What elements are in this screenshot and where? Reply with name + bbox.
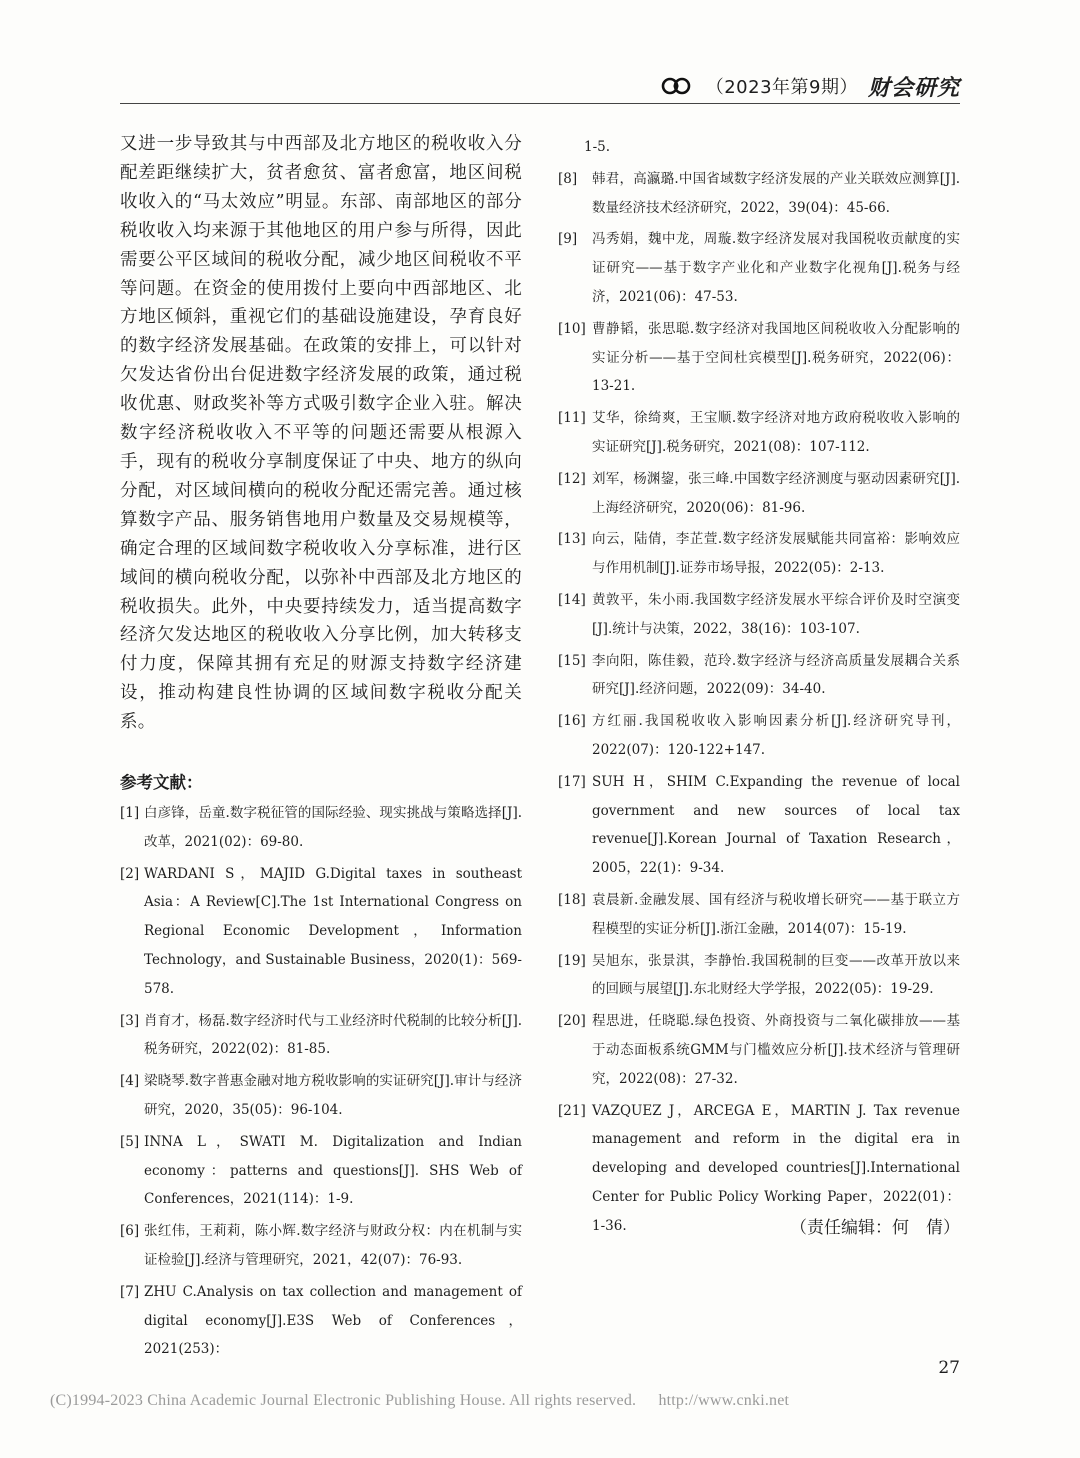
reference-number: [6] (120, 1223, 140, 1240)
reference-number: [12] (558, 470, 586, 487)
responsible-editor: （责任编辑：何 倩） (790, 1218, 960, 1238)
reference-text: 袁晨新.金融发展、国有经济与税收增长研究——基于联立方程模型的实证分析[J].浙江金融，2014(07)：15-19. (592, 891, 960, 937)
reference-item (120, 1128, 522, 1214)
reference-text: 白彦锋，岳童.数字税征管的国际经验、现实挑战与策略选择[J].改革，2021(02)：69-80. (144, 805, 522, 850)
footer-url: http://www.cnki.net (658, 1392, 790, 1409)
reference-text: 李向阳，陈佳毅，范玲.数字经济与经济高质量发展耦合关系研究[J].经济问题，2022(09)：34-40. (592, 652, 960, 698)
reference-number: [13] (558, 531, 586, 548)
copyright-footer (50, 1392, 789, 1410)
copyright-text: (C)1994-2023 China Academic Journal Electronic Publishing House. All rights reserved. (50, 1392, 637, 1409)
reference-item (558, 947, 960, 1005)
reference-text: 程思进，任晓聪.绿色投资、外商投资与二氧化碳排放——基于动态面板系统GMM与门槛效应分析[J].技术经济与管理研究，2022(08)：27-32. (592, 1013, 960, 1087)
reference-item (558, 647, 960, 705)
reference-continuation: 1-5. (584, 139, 611, 155)
reference-number: [11] (558, 410, 586, 427)
reference-number: [5] (120, 1133, 140, 1150)
reference-item (558, 768, 960, 883)
reference-text: ZHU C.Analysis on tax collection and management of digital economy[J].E3S Web of Conferences，2021(253)： (144, 1283, 522, 1358)
reference-text: 吴旭东，张景淇，李静怡.我国税制的巨变——改革开放以来的回顾与展望[J].东北财经大学学报，2022(05)：19-29. (592, 952, 960, 998)
reference-number: [21] (558, 1102, 586, 1119)
reference-item (120, 1067, 522, 1125)
page-number: 27 (938, 1358, 960, 1378)
reference-number: [10] (558, 320, 586, 337)
journal-logo-icon (660, 77, 696, 95)
reference-number: [1] (120, 805, 140, 822)
reference-item (120, 799, 522, 857)
reference-number: [20] (558, 1013, 586, 1030)
reference-item (120, 1217, 522, 1275)
reference-number: [18] (558, 891, 586, 908)
reference-text: 刘军，杨渊鋆，张三峰.中国数字经济测度与驱动因素研究[J].上海经济研究，2020(06)：81-96. (592, 470, 960, 516)
reference-item (558, 165, 960, 223)
reference-item (558, 586, 960, 644)
reference-text: 黄敦平，朱小雨.我国数字经济发展水平综合评价及时空演变[J].统计与决策，2022，38(16)：103-107. (592, 591, 960, 637)
reference-text: 艾华，徐绮爽，王宝顺.数字经济对地方政府税收收入影响的实证研究[J].税务研究，2021(08)：107-112. (592, 410, 960, 455)
reference-text: 曹静韬，张思聪.数字经济对我国地区间税收收入分配影响的实证分析——基于空间杜宾模型[J].税务研究，2022(06)：13-21. (592, 320, 960, 395)
reference-item (120, 1007, 522, 1065)
references-heading: 参考文献： (120, 773, 203, 793)
right-column (558, 133, 960, 1243)
reference-number: [8] (558, 170, 578, 187)
reference-item (558, 707, 960, 765)
reference-text: INNA L，SWATI M. Digitalization and Indian economy：patterns and questions[J]. SHS Web of Conferences，2021(114)：1-9. (144, 1133, 522, 1208)
reference-item (558, 315, 960, 401)
reference-number: [9] (558, 231, 578, 248)
reference-number: [3] (120, 1012, 140, 1029)
reference-text: 梁晓琴.数字普惠金融对地方税收影响的实证研究[J].审计与经济研究，2020，35(05)：96-104. (144, 1073, 522, 1118)
reference-text: 冯秀娟，魏中龙，周璇.数字经济发展对我国税收贡献度的实证研究——基于数字产业化和产业数字化视角[J].税务与经济，2021(06)：47-53. (592, 231, 960, 305)
reference-item (558, 225, 960, 311)
reference-item (558, 525, 960, 583)
reference-text: 张红伟，王莉莉，陈小辉.数字经济与财政分权：内在机制与实证检验[J].经济与管理研究，2021，42(07)：76-93. (144, 1223, 522, 1268)
reference-list-left (120, 799, 522, 1364)
reference-text: WARDANI S，MAJID G.Digital taxes in southeast Asia：A Review[C].The 1st International Congress on Regional Economic Development，Information Technology，and Sustainable Business，2020(1)：569-578. (144, 865, 522, 997)
reference-number: [2] (120, 865, 140, 882)
reference-text: 方红丽.我国税收收入影响因素分析[J].经济研究导刊，2022(07)：120-122+147. (592, 713, 960, 758)
reference-number: [16] (558, 713, 586, 730)
reference-number: [7] (120, 1283, 140, 1300)
reference-text: 肖育才，杨磊.数字经济时代与工业经济时代税制的比较分析[J].税务研究，2022(02)：81-85. (144, 1012, 522, 1058)
reference-number: [14] (558, 591, 586, 608)
left-column (120, 130, 522, 1367)
reference-text: SUH H，SHIM C.Expanding the revenue of local government and new sources of local tax revenue[J].Korean Journal of Taxation Research，2005，22(1)：9-34. (592, 773, 960, 877)
reference-item (558, 465, 960, 523)
reference-item (120, 1278, 522, 1364)
body-paragraph: 又进一步导致其与中西部及北方地区的税收收入分配差距继续扩大，贫者愈贫、富者愈富，地区间税收收入的“马太效应”明显。东部、南部地区的部分税收收入均来源于其他地区的用户参与所得，因此需要公平区域间的税收分配，减少地区间税收不平等问题。在资金的使用拨付上要向中西部地区、北方地区倾斜，重视它们的基础设施建设，孕育良好的数字经济发展基础。在政策的安排上，可以针对欠发达省份出台促进数字经济发展的政策，通过税收优惠、财政奖补等方式吸引数字企业入驻。解决数字经济税收收入不平等的问题还需要从根源入手，现有的税收分享制度保证了中央、地方的纵向分配，对区域间横向的税收分配还需完善。通过核算数字产品、服务销售地用户数量及交易规模等，确定合理的区域间数字税收收入分享标准，进行区域间的横向税收分配，以弥补中西部及北方地区的税收损失。此外，中央要持续发力，适当提高数字经济欠发达地区的税收收入分享比例，加大转移支付力度，保障其拥有充足的财源支持数字经济建设，推动构建良性协调的区域间数字税收分配关系。 (120, 134, 522, 733)
header-divider (120, 103, 960, 104)
reference-number: [15] (558, 652, 586, 669)
reference-text: 向云，陆倩，李芷萱.数字经济发展赋能共同富裕：影响效应与作用机制[J].证券市场导报，2022(05)：2-13. (592, 531, 960, 577)
reference-list-right (558, 165, 960, 1241)
reference-item (558, 886, 960, 944)
reference-number: [17] (558, 773, 586, 790)
reference-item (558, 404, 960, 462)
reference-item (120, 860, 522, 1004)
running-header (660, 70, 960, 102)
reference-number: [4] (120, 1073, 140, 1090)
issue-label: （2023年第9期） (705, 77, 858, 98)
reference-text: VAZQUEZ J，ARCEGA E，MARTIN J. Tax revenue management and reform in the digital era in developing and developed countries[J].International Center for Public Policy Working Paper，2022(01)：1-36. (592, 1102, 960, 1234)
reference-text: 韩君，高瀛璐.中国省域数字经济发展的产业关联效应测算[J].数量经济技术经济研究，2022，39(04)：45-66. (592, 170, 960, 216)
journal-name: 财会研究 (867, 74, 960, 101)
reference-item (558, 1007, 960, 1093)
reference-number: [19] (558, 952, 586, 969)
